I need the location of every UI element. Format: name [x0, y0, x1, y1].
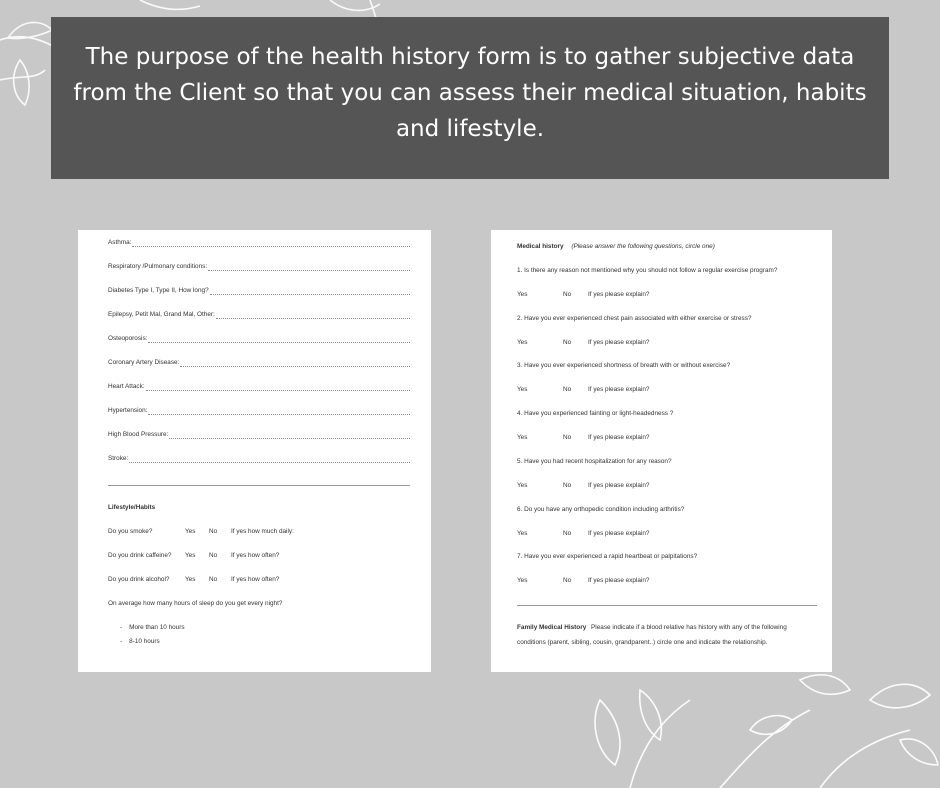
answer-yes-option[interactable]: Yes [517, 481, 528, 489]
condition-answer-line[interactable] [210, 294, 410, 295]
answer-no-option[interactable]: No [563, 529, 572, 537]
answer-no-option[interactable]: No [563, 481, 572, 489]
habit-yes-option[interactable]: Yes [185, 576, 196, 583]
condition-answer-line[interactable] [148, 342, 410, 343]
condition-answer-line[interactable] [146, 390, 410, 391]
habit-follow-up: If yes how often? [231, 552, 280, 559]
answer-no-option[interactable]: No [563, 434, 572, 442]
medical-history-instruction: (Please answer the following questions, circle one) [571, 243, 715, 250]
intro-banner-text: The purpose of the health history form is to gather subjective data from the Client so that you can assess their medical situation, habits and lifestyle. [73, 44, 867, 142]
habit-yes-option[interactable]: Yes [185, 552, 196, 559]
answer-yes-option[interactable]: Yes [517, 434, 528, 442]
section-divider [108, 485, 410, 486]
section-divider [517, 605, 817, 606]
condition-answer-line[interactable] [208, 270, 410, 271]
family-history-line-1 [517, 624, 787, 631]
medical-question: 2. Have you ever experienced chest pain associated with either exercise or stress? [517, 314, 752, 322]
condition-label: Diabetes Type I, Type II, How long? [108, 287, 209, 294]
answer-follow-up: If yes please explain? [588, 386, 650, 394]
medical-history-heading: Medical history [517, 243, 564, 250]
medical-history-title [517, 243, 715, 250]
bullet-icon: - [120, 638, 123, 645]
habit-no-option[interactable]: No [209, 552, 218, 559]
form-page-right [491, 230, 832, 672]
intro-banner [51, 17, 889, 179]
sleep-option[interactable] [120, 624, 185, 631]
answer-yes-option[interactable]: Yes [517, 386, 528, 394]
form-page-left [78, 230, 431, 672]
answer-yes-option[interactable]: Yes [517, 577, 528, 585]
family-history-heading: Family Medical History [517, 624, 587, 631]
answer-follow-up: If yes please explain? [588, 434, 650, 442]
answer-follow-up: If yes please explain? [588, 577, 650, 585]
sleep-option-label: 8-10 hours [129, 638, 160, 645]
habit-no-option[interactable]: No [209, 528, 218, 535]
answer-no-option[interactable]: No [563, 291, 572, 298]
habit-question: Do you drink caffeine? [108, 552, 172, 559]
lifestyle-heading: Lifestyle/Habits [108, 504, 156, 511]
condition-label: High Blood Pressure: [108, 431, 169, 438]
condition-answer-line[interactable] [132, 246, 410, 247]
answer-yes-option[interactable]: Yes [517, 529, 528, 537]
medical-question: 5. Have you had recent hospitalization for any reason? [517, 457, 672, 465]
condition-label: Stroke: [108, 455, 129, 462]
answer-yes-option[interactable]: Yes [517, 338, 528, 346]
condition-answer-line[interactable] [169, 438, 410, 439]
family-history-text-1: Please indicate if a blood relative has history with any of the following [591, 624, 787, 631]
condition-label: Asthma: [108, 239, 132, 246]
condition-answer-line[interactable] [180, 366, 410, 367]
habit-yes-option[interactable]: Yes [185, 528, 196, 535]
answer-follow-up: If yes please explain? [588, 291, 650, 298]
condition-answer-line[interactable] [216, 318, 410, 319]
medical-question: 7. Have you ever experienced a rapid heartbeat or palpitations? [517, 553, 698, 561]
medical-question: 3. Have you ever experienced shortness of breath with or without exercise? [517, 362, 731, 370]
condition-label: Heart Attack: [108, 383, 145, 390]
answer-follow-up: If yes please explain? [588, 338, 650, 346]
sleep-option[interactable] [120, 638, 160, 645]
condition-answer-line[interactable] [148, 414, 410, 415]
condition-label: Osteoporosis: [108, 335, 148, 342]
condition-label: Epilepsy, Petit Mal, Grand Mal, Other: [108, 311, 215, 318]
bullet-icon: - [120, 624, 123, 631]
medical-question: 6. Do you have any orthopedic condition including arthritis? [517, 505, 685, 513]
sleep-question: On average how many hours of sleep do you get every night? [108, 600, 283, 607]
medical-question: 4. Have you experienced fainting or light-headedness ? [517, 410, 674, 418]
condition-label: Respiratory /Pulmonary conditions: [108, 263, 208, 270]
condition-label: Hypertension: [108, 407, 148, 414]
family-history-text-2: conditions (parent, sibling, cousin, grandparent..) circle one and indicate the relationship. [517, 639, 768, 646]
sleep-option-label: More than 10 hours [129, 624, 185, 631]
habit-follow-up: If yes how much daily: [231, 528, 294, 535]
answer-yes-option[interactable]: Yes [517, 291, 528, 298]
condition-answer-line[interactable] [129, 462, 410, 463]
condition-label: Coronary Artery Disease: [108, 359, 180, 366]
answer-follow-up: If yes please explain? [588, 529, 650, 537]
habit-follow-up: If yes how often? [231, 576, 280, 583]
habit-question: Do you smoke? [108, 528, 153, 535]
habit-question: Do you drink alcohol? [108, 576, 170, 583]
answer-follow-up: If yes please explain? [588, 481, 650, 489]
medical-question: 1. Is there any reason not mentioned why you should not follow a regular exercise program? [517, 267, 778, 274]
answer-no-option[interactable]: No [563, 338, 572, 346]
habit-no-option[interactable]: No [209, 576, 218, 583]
answer-no-option[interactable]: No [563, 386, 572, 394]
answer-no-option[interactable]: No [563, 577, 572, 585]
